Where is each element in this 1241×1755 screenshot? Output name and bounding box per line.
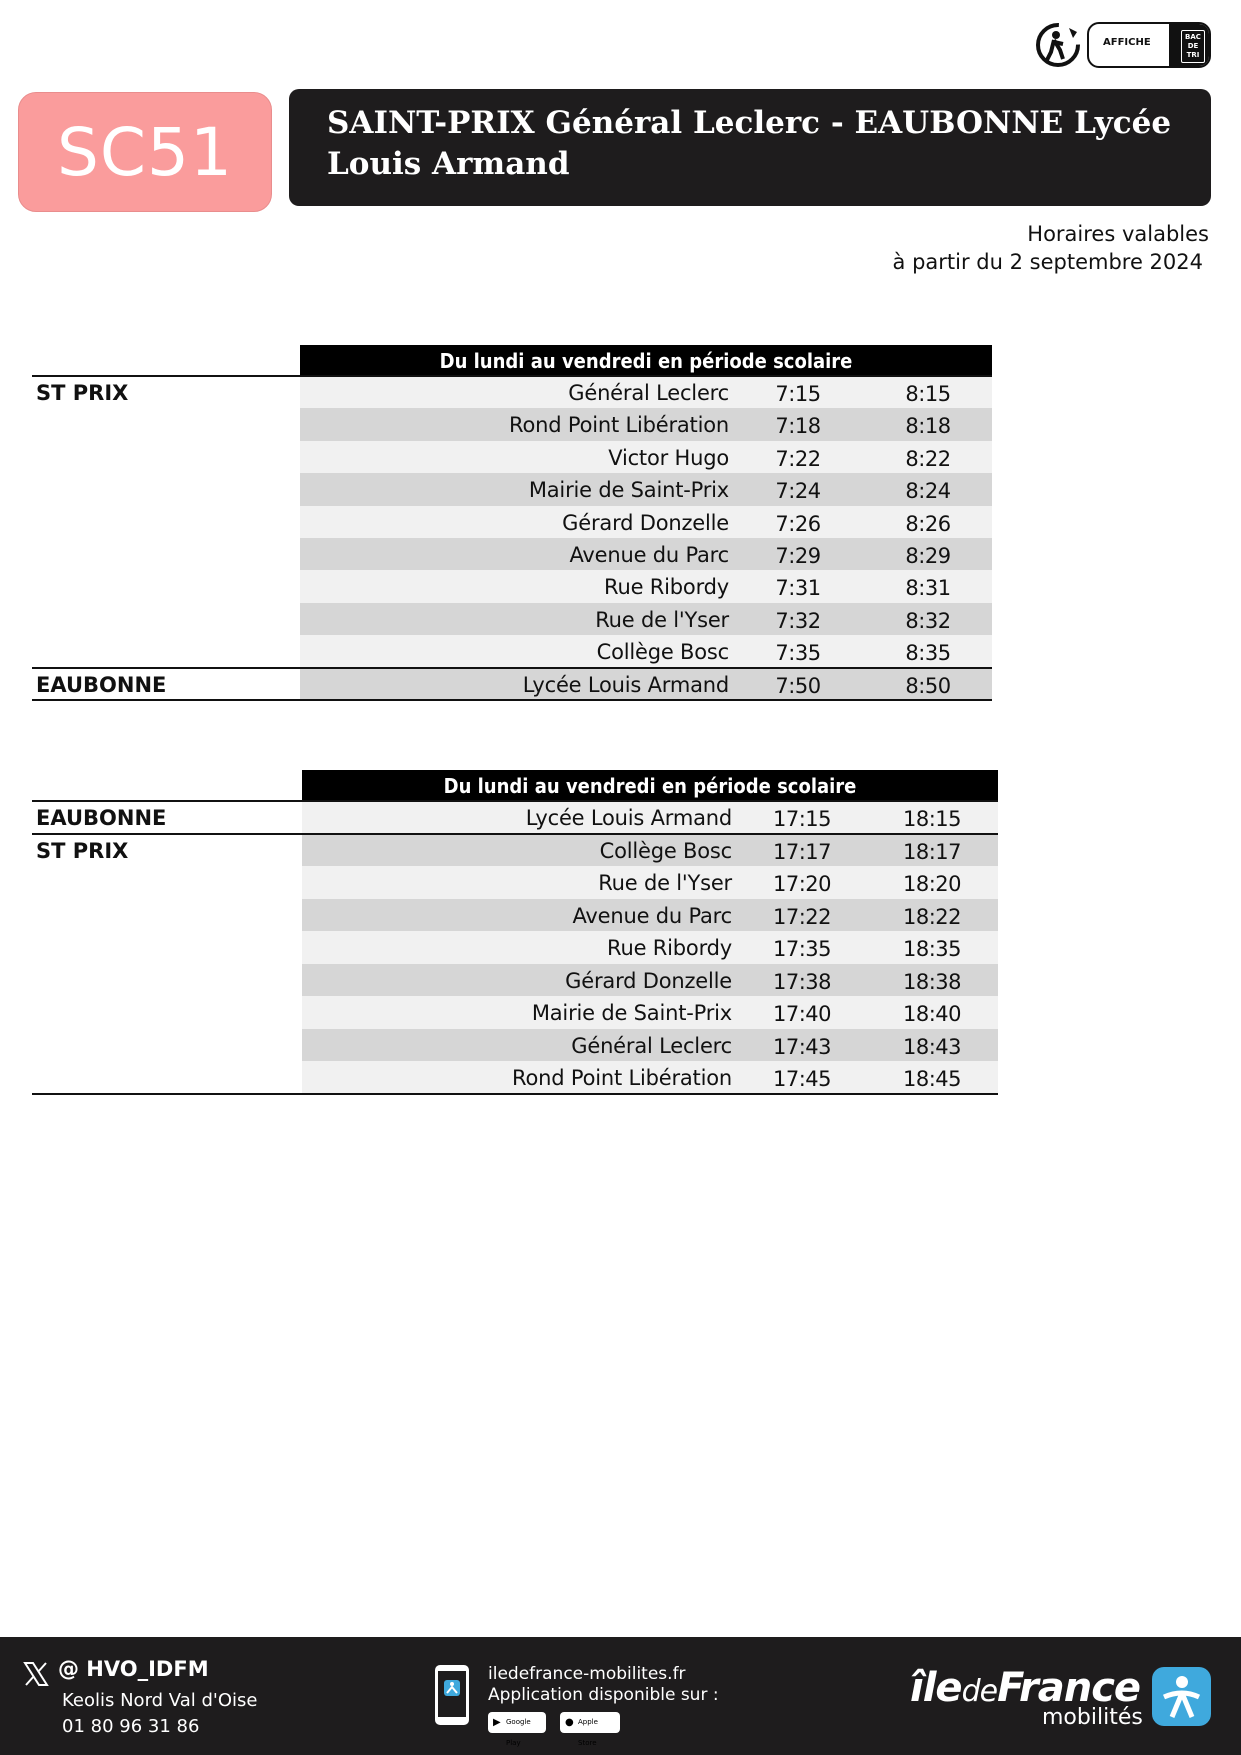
logo-de: de [961,1674,998,1709]
table-row [32,801,998,834]
departure-time: 18:15 [902,807,962,831]
table-row [32,441,992,473]
table-row [32,964,998,997]
bin-text: DE [1187,42,1199,50]
route-title [289,89,1211,206]
departure-time: 7:29 [775,544,821,568]
idfm-logo-mobilites: mobilités [1042,1705,1143,1730]
zone-label [32,635,300,667]
departure-time: 7:26 [775,511,821,536]
google-play-label: Google Play [506,1718,531,1747]
operator-name: Keolis Nord Val d'Oise [62,1690,258,1711]
departure-time: 8:22 [905,446,951,471]
zone-label [32,473,300,505]
validity-note [893,220,1209,276]
stop-name: Collège Bosc [599,838,732,863]
departure-time: 17:40 [772,1002,832,1026]
apple-store-badge[interactable] [560,1712,620,1747]
table-row [32,538,992,570]
departure-time: 7:35 [775,641,821,666]
departure-time: 7:32 [775,608,821,633]
affiche-label: AFFICHE [1103,37,1151,48]
stop-name: Gérard Donzelle [562,510,729,535]
stop-name: Rond Point Libération [512,1066,732,1090]
departure-time: 7:50 [775,673,821,698]
stop-name: Lycée Louis Armand [522,672,729,697]
table-row [32,408,992,440]
stop-name: Victor Hugo [608,445,729,470]
departure-time: 18:35 [902,937,962,961]
table-row [32,570,992,602]
table-row [32,668,992,700]
divider-line [32,375,992,377]
validity-line-2: à partir du 2 septembre 2024 [892,250,1203,274]
divider-line [32,1093,998,1095]
zone-label [32,1029,300,1062]
play-icon: ▶ [493,1717,501,1728]
departure-time: 8:24 [905,479,951,504]
table-row [32,899,998,932]
app-availability: Application disponible sur : [488,1685,719,1705]
table-row [32,603,992,635]
stop-name: Avenue du Parc [569,543,729,567]
bin-text: TRI [1186,51,1200,59]
departure-time: 18:40 [902,1002,962,1026]
divider-line [32,833,998,835]
line-badge: SC51 [18,92,272,212]
timetable-outbound [32,345,992,705]
stop-name: Général Leclerc [568,381,729,405]
affiche-box [1087,22,1211,68]
departure-time: 17:15 [772,807,832,831]
zone-label [32,441,300,473]
zone-label [32,1061,300,1094]
footer [0,1637,1241,1755]
table-heading: Du lundi au vendredi en période scolaire [302,770,998,801]
website-link[interactable]: iledefrance-mobilites.fr [488,1664,686,1684]
zone-label: EAUBONNE [36,672,167,697]
recycling-person-icon [1035,22,1081,68]
departure-time: 17:43 [772,1034,832,1059]
idfm-person-icon [1152,1667,1211,1726]
zone-label [32,931,300,964]
zone-label [32,538,300,570]
x-twitter-icon [22,1660,50,1688]
apple-store-label: Apple Store [578,1718,598,1747]
apple-icon: ● [565,1717,574,1728]
departure-time: 8:31 [905,576,951,601]
zone-label [32,506,300,538]
departure-time: 8:15 [905,382,951,406]
table-heading: Du lundi au vendredi en période scolaire [300,345,992,376]
departure-time: 18:22 [902,904,962,929]
zone-label: EAUBONNE [36,806,167,830]
stop-name: Rue Ribordy [604,575,729,600]
table-row [32,931,998,964]
departure-time: 8:18 [905,414,951,439]
timetable-return [32,770,998,1100]
stop-name: Collège Bosc [596,640,729,665]
route-title-text: SAINT-PRIX Général Leclerc - EAUBONNE Lycée Louis Armand [327,105,1172,182]
departure-time: 8:26 [905,511,951,536]
divider-line [32,667,992,669]
stop-name: Lycée Louis Armand [525,806,732,830]
stop-name: Mairie de Saint-Prix [528,478,729,503]
table-row [32,996,998,1029]
logo-ile: île [910,1665,962,1711]
table-row [32,635,992,667]
stop-name: Rue de l'Yser [595,607,729,632]
zone-label [32,603,300,635]
departure-time: 17:35 [772,937,832,961]
departure-time: 17:45 [772,1067,832,1091]
triman-logo [1035,22,1213,70]
departure-time: 18:17 [902,839,962,864]
table-row [32,376,992,408]
table-row [32,506,992,538]
zone-label [32,408,300,440]
zone-label [32,964,300,997]
departure-time: 17:38 [772,969,832,994]
table-row [32,834,998,867]
departure-time: 8:29 [905,544,951,568]
table-row [32,1029,998,1062]
stop-name: Rue de l'Yser [598,871,732,895]
social-handle: @ HVO_IDFM [58,1657,209,1681]
zone-label: ST PRIX [36,381,129,405]
bin-text: BAC [1185,33,1201,41]
zone-label [32,570,300,602]
stop-name: Rue Ribordy [607,936,732,960]
operator-phone: 01 80 96 31 86 [62,1716,200,1737]
departure-time: 17:22 [772,904,832,929]
departure-time: 17:17 [772,839,832,864]
departure-time: 17:20 [772,872,832,896]
table-row [32,473,992,505]
departure-time: 8:50 [905,673,951,698]
departure-time: 18:38 [902,969,962,994]
departure-time: 18:43 [902,1034,962,1059]
divider-line [32,800,998,802]
table-row [32,866,998,899]
zone-label: ST PRIX [36,838,129,863]
zone-label [32,996,300,1029]
google-play-badge[interactable] [488,1712,546,1747]
validity-line-1: Horaires valables [1027,222,1209,246]
stop-name: Général Leclerc [571,1033,732,1058]
departure-time: 8:32 [905,608,951,633]
departure-time: 7:24 [775,479,821,504]
departure-time: 18:45 [902,1067,962,1091]
departure-time: 7:15 [775,382,821,406]
logo-france: France [997,1665,1141,1711]
stop-name: Rond Point Libération [509,413,729,438]
stop-name: Mairie de Saint-Prix [531,1001,732,1025]
stop-name: Gérard Donzelle [565,968,732,993]
stop-name: Avenue du Parc [572,903,732,928]
table-row [32,1061,998,1094]
zone-label [32,899,300,932]
divider-line [32,699,992,701]
departure-time: 7:18 [775,414,821,439]
departure-time: 18:20 [902,872,962,896]
sorting-bin-icon [1169,24,1209,68]
departure-time: 7:22 [775,446,821,471]
smartphone-icon [434,1664,470,1726]
departure-time: 8:35 [905,641,951,666]
zone-label [32,866,300,899]
departure-time: 7:31 [775,576,821,601]
